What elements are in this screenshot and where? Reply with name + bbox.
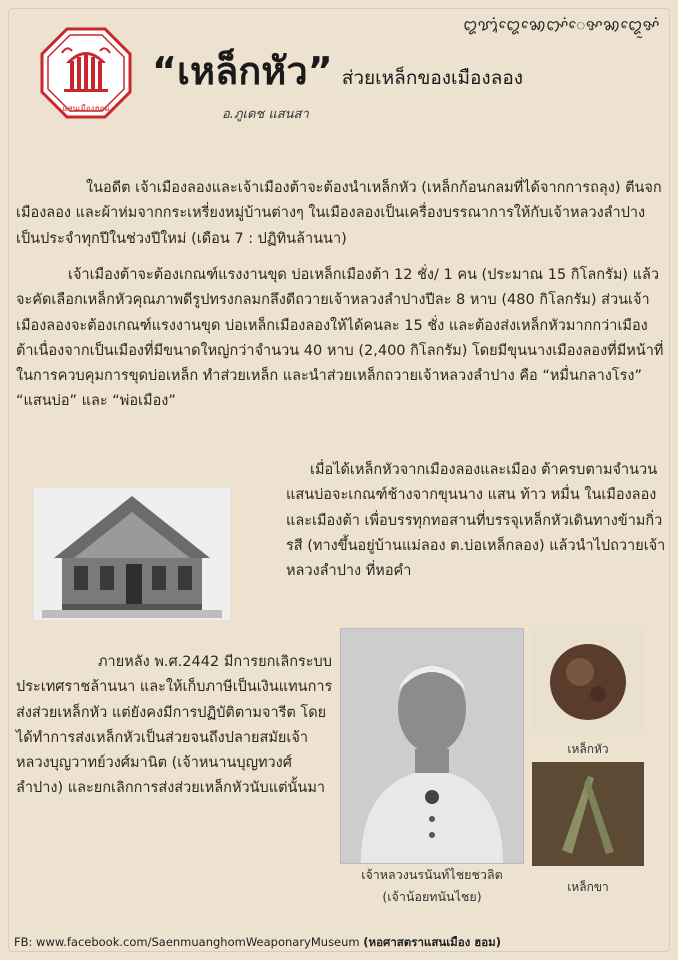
footer-facebook [14, 934, 501, 952]
portrait-photo [340, 628, 524, 864]
paragraph-4: ภายหลัง พ.ศ.2442 มีการยกเลิกระบบประเทศราชล้านนา และให้เก็บภาษีเป็นเงินแทนการส่งส่วยเหล็กหัว แต่ยังคงมีการปฏิบัติตามจารีต โดยได้ทำการส่งเหล็กหัวเป็นส่วยจนถึงปลายสมัยเจ้าหลวงบุญวาทย์วงศ์มานิต (เจ้าหนานบุญทวงศ์ ลำปาง) และยกเลิกการส่งส่วยเหล็กหัวนับแต่นั้นมา [16, 654, 333, 797]
house-photo [34, 488, 230, 620]
iron-ball-photo [532, 628, 644, 732]
page-title [152, 40, 523, 101]
title-subtitle: ส่วยเหล็กของเมืองลอง [341, 67, 524, 89]
paragraph-3: เมื่อได้เหล็กหัวจากเมืองลองและเมือง ต้าครบตามจำนวน แสนบ่อจะเกณฑ์ช้างจากขุนนาง แสน ท้าว หมื่น ในเมืองลองและเมืองต้า เพื่อบรรทุกทอสานที่บรรจุเหล็กหัวเดินทางข้ามกิ่วรสี (ทางขึ้นอยู่บ้านแม่ลอง ต.บ่อเหล็กลอง) แล้วนำไปถวายเจ้าหลวงลำปาง ที่หอคำ [286, 462, 666, 580]
iron-bar-photo [532, 762, 644, 866]
author: อ.ภูเดช แสนสา [222, 107, 309, 122]
iron-ball-caption: เหล็กหัว [567, 742, 609, 756]
logo-text: แสนเมืองฮอม [62, 104, 110, 113]
facebook-link[interactable]: FB: www.facebook.com/SaenmuanghomWeaponaryMuseum [14, 935, 360, 949]
portrait-caption-line2: (เจ้าน้อยทนันไชย) [382, 889, 482, 904]
paragraph-2: เจ้าเมืองต้าจะต้องเกณฑ์แรงงานขุด บ่อเหล็กเมืองต้า 12 ชั่ง/ 1 คน (ประมาณ 15 กิโลกรัม) แล้วจะคัดเลือกเหล็กหัวคุณภาพดีรูปทรงกลมกลึงดีถวายเจ้าหลวงลำปางปีละ 8 หาบ (480 กิโลกรัม) ส่วนเจ้าเมืองลองจะต้องเกณฑ์แรงงานขุด บ่อเหล็กเมืองลองให้ได้คนละ 15 ชั่ง และต้องส่งเหล็กหัวมากกว่าเมืองต้าเนื่องจากเป็นเมืองที่มีขนาดใหญ่กว่าจำนวน 40 หาบ (2,400 กิโลกรัม) โดยมีขุนนางเมืองลองที่มีหน้าที่ในการควบคุมการขุดบ่อเหล็ก ทำส่วยเหล็ก และนำส่วยเหล็กถวายเจ้าหลวงลำปาง คือ “หมื่นกลางโรง” “แสนบ่อ” และ “พ่อเมือง” [16, 267, 664, 410]
iron-bar-caption: เหล็กขา [567, 880, 609, 894]
title-main: “เหล็กหัว” [152, 49, 333, 93]
lanna-script-text: ꨁꩈꨲꩌꨁꨯꩆꨯꩊꨳꩌꨯꨀꩆꨁꨯꨭꨀꩌ [463, 16, 660, 34]
portrait-caption [334, 864, 530, 908]
portrait-caption-line1: เจ้าหลวงนรนันท์ไชยชวลิต [361, 867, 503, 882]
paragraph-1: ในอดีต เจ้าเมืองลองและเจ้าเมืองต้าจะต้องนำเหล็กหัว (เหล็กก้อนกลมที่ได้จากการถลุง) ตีนจกเมืองลอง และผ้าห่มจากกระเหรี่ยงหมู่บ้านต่างๆ ในเมืองลองเป็นเครื่องบรรณาการให้กับเจ้าหลวงลำปางเป็นประจำทุกปีในช่วงปีใหม่ (เดือน 7 : ปฏิทินล้านนา) [16, 180, 662, 247]
museum-name: (หอศาสตราแสนเมือง ฮอม) [363, 935, 501, 949]
